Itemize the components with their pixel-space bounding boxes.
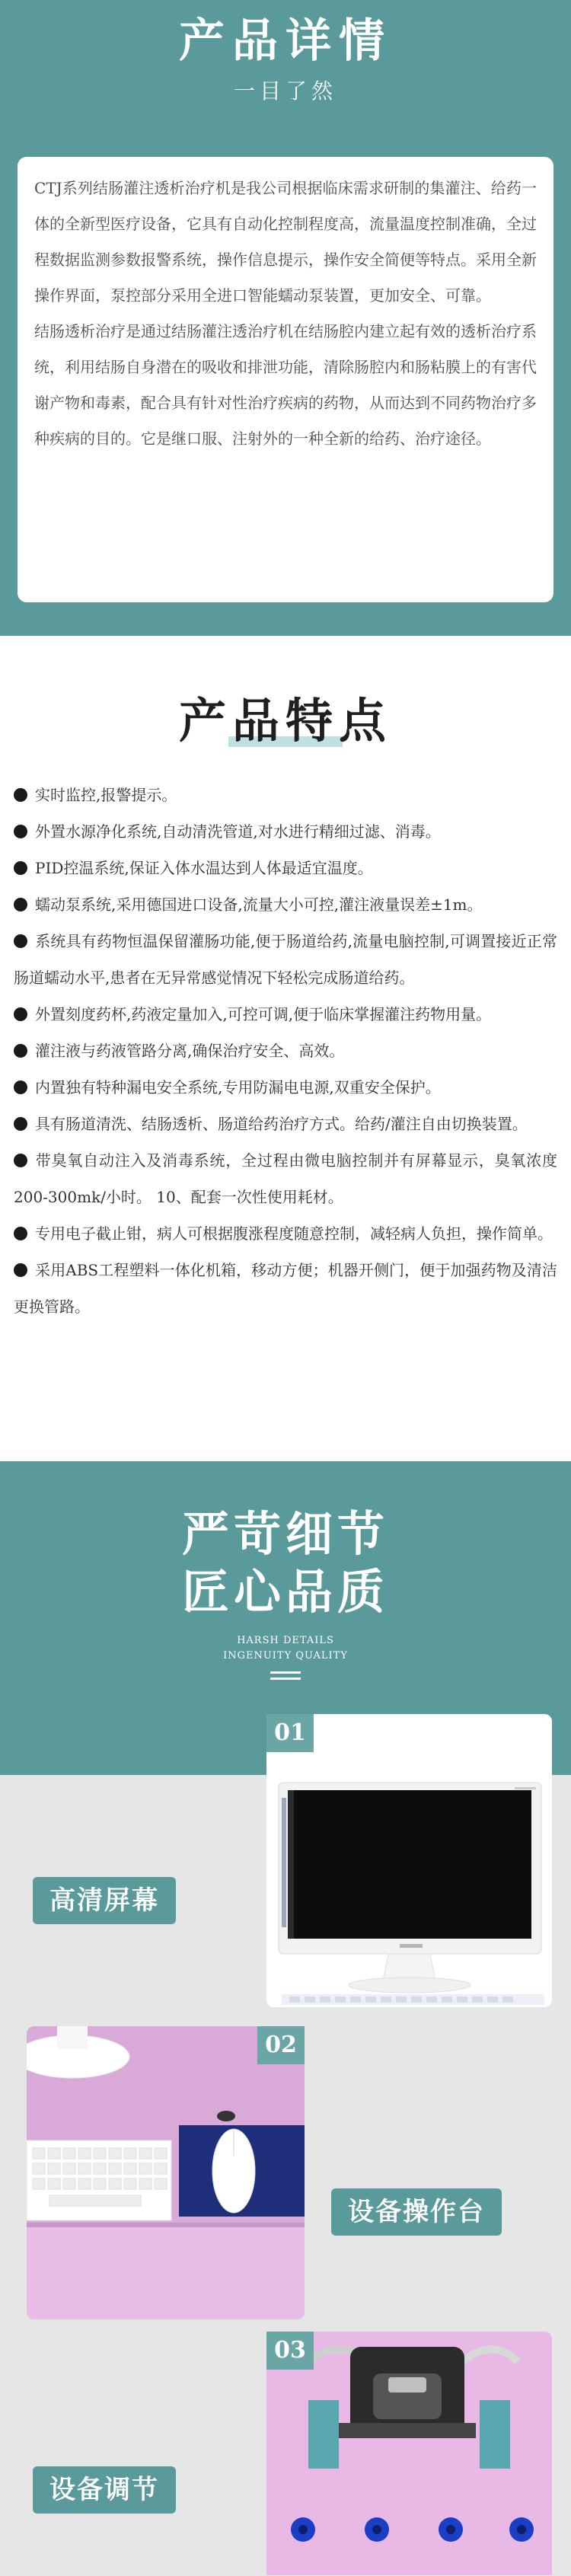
feature-item: 具有肠道清洗、结肠透析、肠道给药治疗方式。给药/灌注自由切换装置。 (14, 1106, 557, 1142)
detail-label-tag: 设备操作台 (331, 2188, 502, 2236)
feature-item: 外置水源净化系统,自动清洗管道,对水进行精细过滤、消毒。 (14, 813, 557, 850)
feature-item: 外置刻度药杯,药液定量加入,可控可调,便于临床掌握灌注药物用量。 (14, 996, 557, 1033)
product-detail-title: 产品详情 (179, 14, 392, 68)
bullet-icon (14, 788, 27, 802)
console-illustration (27, 2026, 305, 2319)
details-title-line1: 严苛细节 (181, 1506, 389, 1562)
bullet-icon (14, 1117, 27, 1131)
feature-list (14, 777, 557, 1325)
bullet-icon (14, 861, 27, 875)
bullet-icon (14, 825, 27, 838)
console-desk-image (27, 2026, 305, 2319)
bullet-icon (14, 1044, 27, 1058)
bullet-icon (14, 1081, 27, 1094)
product-features-title: 产品特点 (178, 693, 392, 749)
detail-paragraph: 结肠透析治疗是通过结肠灌注透治疗机在结肠腔内建立起有效的透析治疗系统，利用结肠自身潜在的吸收和排泄功能，清除肠腔内和肠粘膜上的有害代谢产物和毒素，配合具有针对性治疗疾病的药物，从而达到不同药物治疗多种疾病的目的。它是继口服、注射外的一种全新的给药、治疗途径。 (34, 322, 537, 448)
feature-item: 灌注液与药液管路分离,确保治疗安全、高效。 (14, 1033, 557, 1069)
detail-number-badge: 03 (266, 2332, 314, 2370)
feature-item: 带臭氧自动注入及消毒系统，全过程由微电脑控制并有屏幕显示，臭氧浓度200-300mk/小时。 10、配套一次性使用耗材。 (14, 1151, 557, 1206)
feature-item: 内置独有特种漏电安全系统,专用防漏电电源,双重安全保护。 (14, 1069, 557, 1106)
monitor-image (266, 1714, 552, 2007)
feature-item: PID控温系统,保证入体水温达到人体最适宜温度。 (14, 850, 557, 886)
equal-sign-icon (270, 1671, 301, 1684)
details-en-line1: HARSH DETAILS (237, 1635, 334, 1646)
details-section (0, 1461, 571, 2576)
product-features-section (0, 636, 571, 1461)
product-detail-section (0, 0, 571, 636)
detail-paragraph: CTJ系列结肠灌注透析治疗机是我公司根据临床需求研制的集灌注、给药一体的全新型医疗设备，它具有自动化控制程度高，流量温度控制准确，全过程数据监测参数报警系统，操作信息提示，操作安全简便等特点。采用全新操作界面，泵控部分采用全进口智能蠕动泵装置，更加安全、可靠。 (34, 179, 537, 305)
monitor-illustration (266, 1714, 552, 2007)
bullet-icon (14, 1227, 27, 1240)
product-detail-subtitle: 一目了然 (233, 78, 337, 104)
feature-item: 系统具有药物恒温保留灌肠功能,便于肠道给药,流量电脑控制,可调置接近正常肠道蠕动水平,患者在无异常感觉情况下轻松完成肠道给药。 (14, 932, 557, 987)
feature-item: 专用电子截止钳，病人可根据腹涨程度随意控制，减轻病人负担，操作简单。 (14, 1215, 557, 1252)
bullet-icon (14, 898, 27, 911)
detail-number-badge: 01 (266, 1714, 314, 1752)
bullet-icon (14, 1154, 27, 1167)
feature-item: 实时监控,报警提示。 (14, 777, 557, 813)
details-title-line2: 匠心品质 (181, 1564, 389, 1620)
detail-number-badge: 02 (257, 2026, 305, 2064)
details-en-line2: INGENUITY QUALITY (223, 1650, 348, 1661)
feature-item: 采用ABS工程塑料一体化机箱，移动方便；机器开侧门，便于加强药物及清洁更换管路。 (14, 1261, 557, 1316)
product-detail-card (18, 157, 553, 602)
bullet-icon (14, 934, 27, 948)
bullet-icon (14, 1007, 27, 1021)
detail-label-tag: 高清屏幕 (33, 1877, 176, 1924)
feature-item: 蠕动泵系统,采用德国进口设备,流量大小可控,灌注液量误差±1m。 (14, 886, 557, 923)
detail-label-tag: 设备调节 (33, 2466, 176, 2514)
bullet-icon (14, 1263, 27, 1277)
